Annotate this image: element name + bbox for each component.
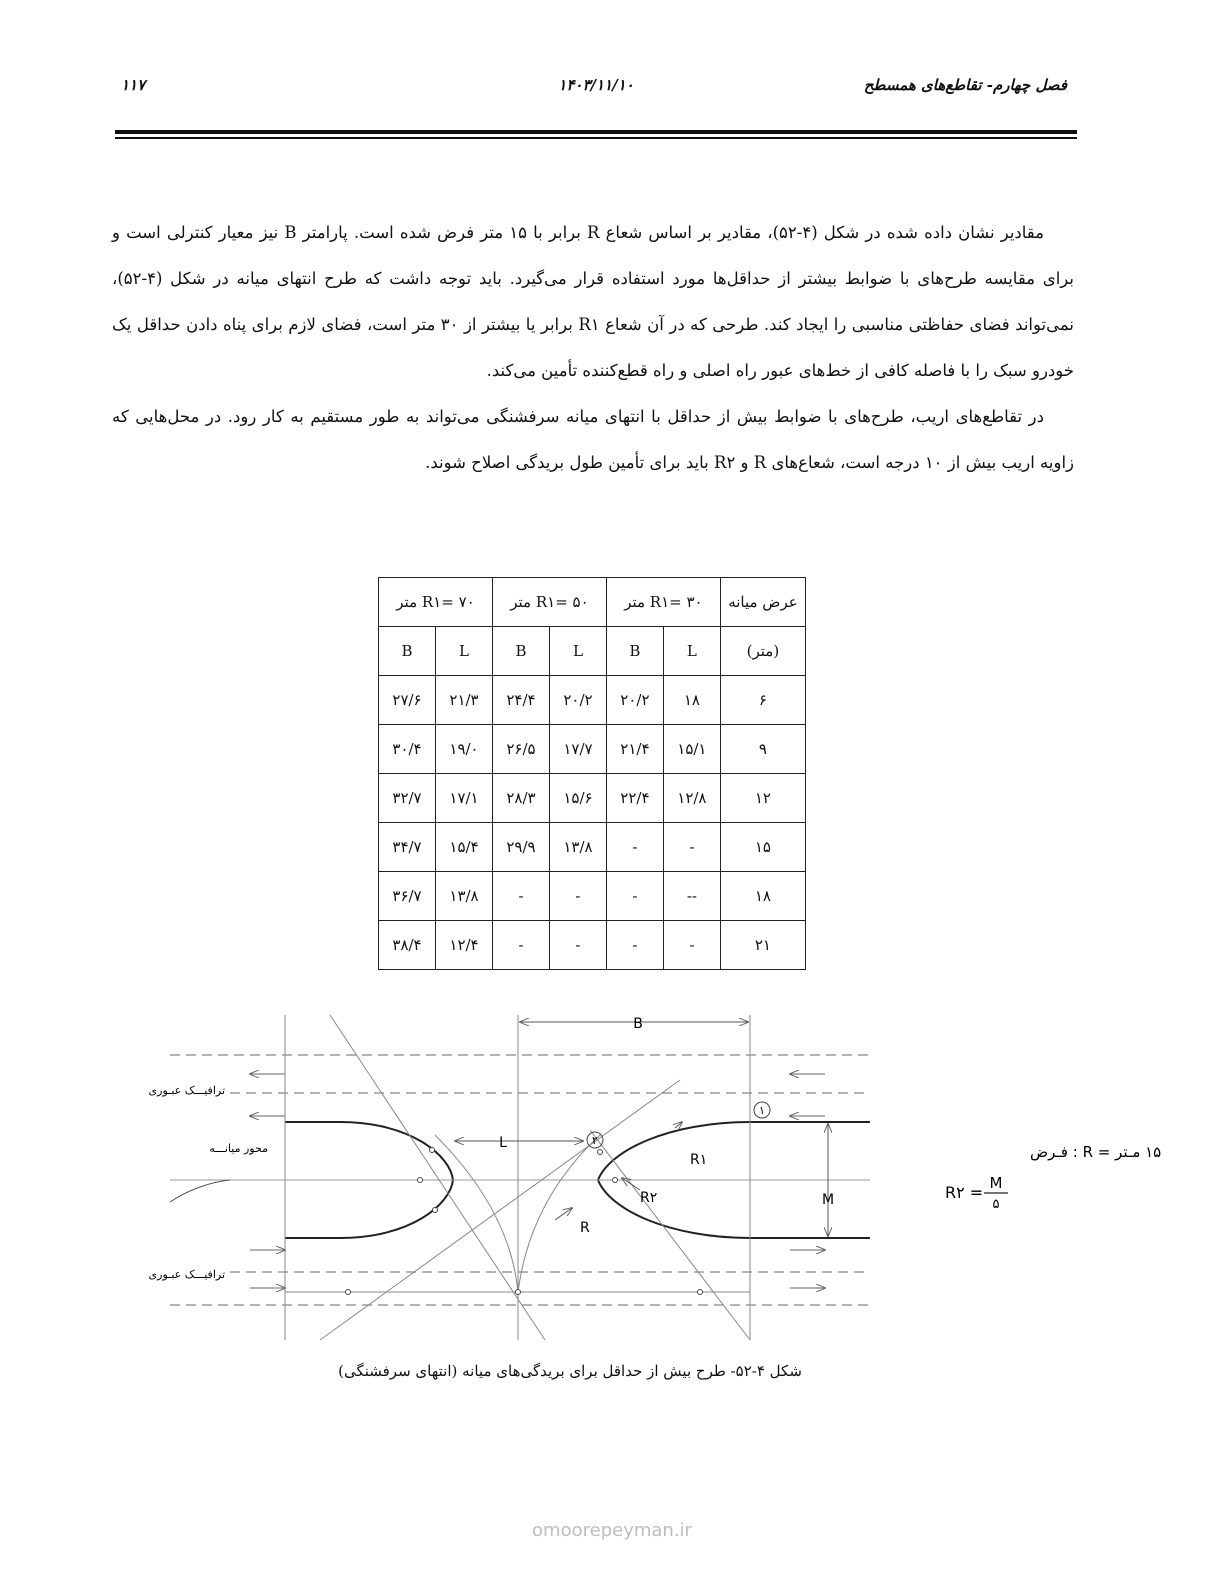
table-cell: - [549, 921, 606, 970]
table-row [379, 823, 806, 872]
median-width-cell: ۶ [720, 676, 805, 725]
table-cell: ۱۷/۷ [549, 725, 606, 774]
table-cell: ۲۲/۴ [606, 774, 663, 823]
label-m: M [821, 1192, 835, 1208]
header-date: ۱۴۰۳/۱۱/۱۰ [558, 76, 634, 94]
table-row [379, 774, 806, 823]
chapter-title: فصل چهارم- تقاطع‌های همسطح [863, 76, 1067, 94]
traffic-arrows [250, 1074, 825, 1288]
header-rule-thick [115, 130, 1077, 134]
median-width-cell: ۲۱ [720, 921, 805, 970]
paragraph-2: در تقاطع‌های اریب، طرح‌های با ضوابط بیش از حداقل با انتهای میانه سرفشنگی می‌تواند به طور مستقیم به کار رود. در محل‌هایی که زاویه اریب بیش از ۱۰ درجه است، شعاع‌های R و R۲ باید برای تأمین طول بریدگی اصلاح شوند. [112, 407, 1074, 472]
table-cell: ۳۲/۷ [379, 774, 436, 823]
table-cell: ۱۷/۱ [436, 774, 493, 823]
table-cell: ۳۰/۴ [379, 725, 436, 774]
page-header [115, 70, 1077, 100]
label-r2: R۲ [640, 1190, 658, 1206]
table-cell: ۱۲/۸ [663, 774, 720, 823]
table-cell: ۲۱/۴ [606, 725, 663, 774]
table-cell: ۱۵/۶ [549, 774, 606, 823]
table-cell: ۱۲/۴ [436, 921, 493, 970]
table-cell: ۲۴/۴ [493, 676, 550, 725]
header-rule-thin [115, 137, 1077, 139]
formula-numerator: M [989, 1174, 1003, 1192]
table-cell: ۱۹/۰ [436, 725, 493, 774]
median-width-header: عرض میانه [720, 578, 805, 627]
table-cell: - [549, 872, 606, 921]
table-cell: ۲۰/۲ [549, 676, 606, 725]
median-axis-label: محور میانـــه [209, 1142, 268, 1155]
table-cell: ۳۸/۴ [379, 921, 436, 970]
table-cell: - [606, 823, 663, 872]
marker-1: ۱ [759, 1104, 765, 1117]
table-cell: - [663, 921, 720, 970]
median-width-cell: ۱۲ [720, 774, 805, 823]
median-width-cell: ۱۵ [720, 823, 805, 872]
formula-denominator: ۵ [992, 1197, 1000, 1212]
label-b: B [633, 1016, 643, 1032]
table-cell: - [606, 872, 663, 921]
table-cell: ۱۵/۱ [663, 725, 720, 774]
table-row [379, 921, 806, 970]
group-header-r70: R۱= ۷۰ متر [379, 578, 493, 627]
dimensions-table [378, 577, 806, 970]
site-footer: omoorepeyman.ir [532, 1520, 692, 1541]
table-cell: ۲۱/۳ [436, 676, 493, 725]
sub-header: L [436, 627, 493, 676]
page-number: ۱۱۷ [121, 76, 146, 94]
group-header-r30: R۱= ۳۰ متر [606, 578, 720, 627]
table-cell: ۱۵/۴ [436, 823, 493, 872]
table-cell: ۲۰/۲ [606, 676, 663, 725]
table-cell: ۳۶/۷ [379, 872, 436, 921]
table-row [379, 725, 806, 774]
figure-caption: شکل ۴-۵۲- طرح بیش از حداقل برای بریدگی‌های میانه (انتهای سرفشنگی) [338, 1362, 802, 1380]
formula-lhs: R۲ = [945, 1183, 984, 1202]
paragraph-1: مقادیر نشان داده شده در شکل (۴-۵۲)، مقادیر بر اساس شعاع R برابر با ۱۵ متر فرض شده است. پارامتر B نیز معیار کنترلی است و برای مقایسه طرح‌های با ضوابط بیشتر از حداقل‌ها مورد استفاده قرار می‌گیرد. باید توجه داشت که طرح انتهای میانه در شکل (۴-۵۲)، نمی‌تواند فضای حفاظتی مناسبی را ایجاد کند. طرحی که در آن شعاع R۱ برابر یا بیشتر از ۳۰ متر است، فضای لازم برای پناه دادن حداقل یک خودرو سبک را با فاصله کافی از خط‌های عبور راه اصلی و راه قطع‌کننده تأمین می‌کند. [112, 223, 1074, 380]
label-r: R [580, 1220, 590, 1236]
table-cell: ۲۷/۶ [379, 676, 436, 725]
sub-header: L [663, 627, 720, 676]
median-width-cell: ۹ [720, 725, 805, 774]
table-cell: ۲۸/۳ [493, 774, 550, 823]
sub-header: B [493, 627, 550, 676]
table-cell: - [663, 823, 720, 872]
median-width-unit: (متر) [720, 627, 805, 676]
table-cell: - [493, 921, 550, 970]
table-cell: -- [663, 872, 720, 921]
sub-header: L [549, 627, 606, 676]
sub-header: B [379, 627, 436, 676]
table-cell: ۲۹/۹ [493, 823, 550, 872]
median-opening-diagram [110, 1010, 1162, 1340]
dimension-lines [170, 1022, 828, 1236]
table-cell: ۳۴/۷ [379, 823, 436, 872]
sub-header: B [606, 627, 663, 676]
table-cell: - [493, 872, 550, 921]
body-text [112, 210, 1074, 486]
table-row [379, 676, 806, 725]
table-row [379, 872, 806, 921]
through-traffic-bottom-label: ترافیـــک عبـوری [148, 1268, 225, 1281]
marker-2: ۲ [592, 1134, 598, 1147]
median-width-cell: ۱۸ [720, 872, 805, 921]
group-header-r50: R۱= ۵۰ متر [493, 578, 607, 627]
through-traffic-top-label: ترافیـــک عبـوری [148, 1084, 225, 1097]
table-cell: - [606, 921, 663, 970]
table-cell: ۱۳/۸ [436, 872, 493, 921]
table-cell: ۲۶/۵ [493, 725, 550, 774]
label-r1: R۱ [690, 1152, 708, 1168]
label-l: L [499, 1135, 507, 1151]
table-cell: ۱۳/۸ [549, 823, 606, 872]
table-cell: ۱۸ [663, 676, 720, 725]
assumption-label: ۱۵ مـتر = R : فـرض [1030, 1143, 1162, 1161]
